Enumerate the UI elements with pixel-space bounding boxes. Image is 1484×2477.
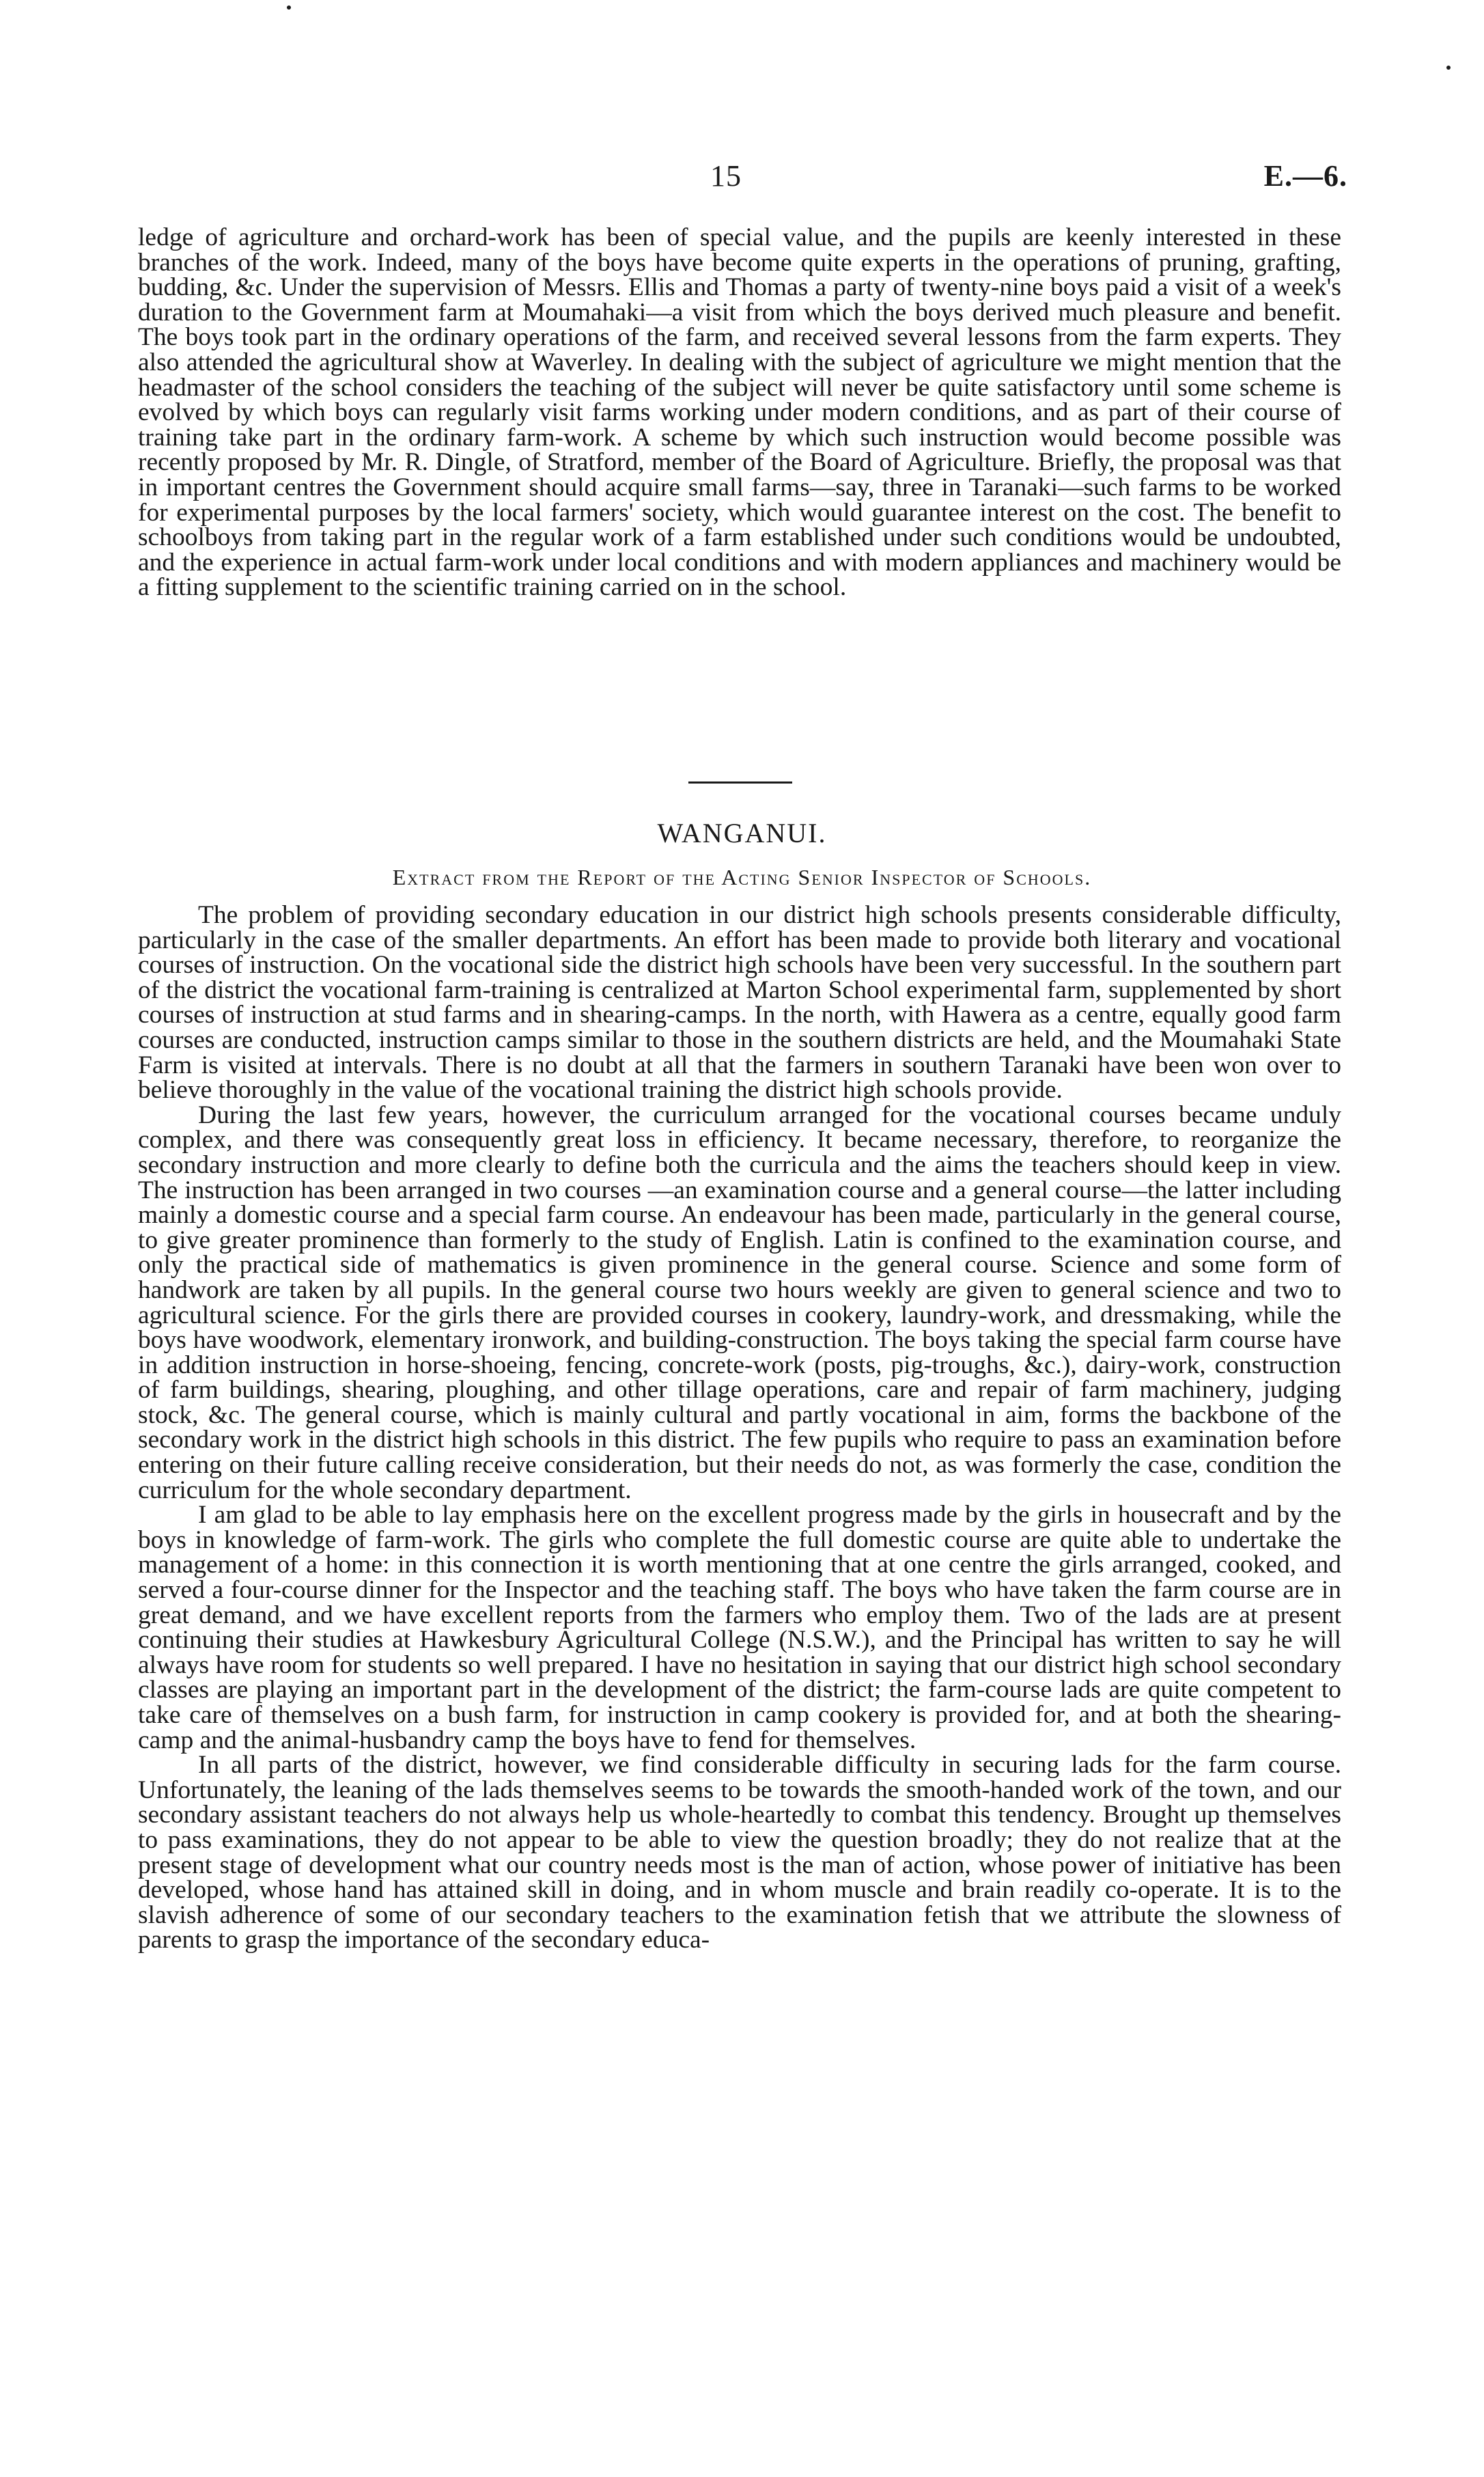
scan-speck-top <box>287 5 291 10</box>
body-paragraph: During the last few years, however, the curriculum arranged for the vocational courses became unduly complex, and there was consequently great loss in efficiency. It became necessary, therefore, to reorganize the secondary instruction and more clearly to define both the curricula and the aims the teachers should keep in view. The instruction has been arranged in two courses —an examination course and a general course—the latter including mainly a domestic course and a special farm course. An endeavour has been made, particularly in the general course, to give greater prominence than formerly to the study of English. Latin is confined to the examination course, and only the practical side of mathematics is given prominence in the general course. Science and some form of handwork are taken by all pupils. In the general course two hours weekly are given to general science and two to agricultural science. For the girls there are provided courses in cookery, laundry-work, and dressmaking, while the boys have woodwork, elementary ironwork, and building-construction. The boys taking the special farm course have in addition instruction in horse-shoeing, fencing, concrete-work (posts, pig-troughs, &c.), dairy-work, construction of farm buildings, shearing, ploughing, and other tillage operations, care and repair of farm machinery, judging stock, &c. The general course, which is mainly cultural and partly vocational in aim, forms the backbone of the secondary work in the district high schools in this district. The few pupils who require to pass an examination before entering on their future calling receive consideration, but their needs do not, as was formerly the case, condition the curriculum for the whole secondary department. <box>138 1101 1341 1504</box>
body-paragraph: In all parts of the district, however, we find considerable difficulty in securing lads for the farm course. Unfortunately, the leaning of the lads themselves seems to be towards the smooth-handed work of the town, and our secondary assistant teachers do not always help us whole-heartedly to combat this tendency. Brought up themselves to pass examinations, they do not appear to be able to view the question broadly; they do not realize that at the present stage of development what our country needs most is the man of action, whose power of initiative has been developed, whose hand has attained skill in doing, and in whom muscle and brain readily co-operate. It is to the slavish adherence of some of our secondary teachers to the examination fetish that we attribute the slowness of parents to grasp the importance of the secondary educa- <box>138 1751 1341 1954</box>
scan-speck-right <box>1446 66 1451 70</box>
section-divider <box>688 781 792 784</box>
section-subtitle: Extract from the Report of the Acting Senior Inspector of Schools. <box>392 865 1092 889</box>
document-reference: E.—6. <box>1263 159 1347 193</box>
body-paragraph: I am glad to be able to lay emphasis here on the excellent progress made by the girls in housecraft and by the boys in knowledge of farm-work. The girls who complete the full domestic course are quite able to undertake the management of a home: in this connection it is worth mentioning that at one centre the girls arranged, cooked, and served a four-course dinner for the Inspector and the teaching staff. The boys who have taken the farm course are in great demand, and we have excellent reports from the farmers who employ them. Two of the lads are at present continuing their studies at Hawkesbury Agricultural College (N.S.W.), and the Principal has written to say he will always have room for students so well prepared. I have no hesitation in saying that our district high school secondary classes are playing an important part in the development of the district; the farm-course lads are quite competent to take care of themselves on a bush farm, for instruction in camp cookery is provided for, and at both the shearing-camp and the animal-husbandry camp the boys have to fend for themselves. <box>138 1501 1341 1754</box>
page-number: 15 <box>710 159 742 193</box>
section-title: WANGANUI. <box>657 818 827 848</box>
continued-paragraph-block <box>138 225 1341 600</box>
body-paragraph: The problem of providing secondary education in our district high schools presents considerable difficulty, particularly in the case of the smaller departments. An effort has been made to provide both literary and vocational courses of instruction. On the vocational side the district high schools have been very successful. In the southern part of the district the vocational farm-training is centralized at Marton School experimental farm, supplemented by short courses of instruction at stud farms and in shearing-camps. In the north, with Hawera as a centre, equally good farm courses are conducted, instruction camps similar to those in the southern districts are held, and the Moumahaki State Farm is visited at intervals. There is no doubt at all that the farmers in southern Taranaki have been won over to believe thoroughly in the value of the vocational training the district high schools provide. <box>138 901 1341 1105</box>
section-body <box>138 903 1341 1953</box>
continued-paragraph: ledge of agriculture and orchard-work has been of special value, and the pupils are keenly interested in these branches of the work. Indeed, many of the boys have become quite experts in the operations of pruning, grafting, budding, &c. Under the supervision of Messrs. Ellis and Thomas a party of twenty-nine boys paid a visit of a week's duration to the Government farm at Moumahaki—a visit from which the boys derived much pleasure and benefit. The boys took part in the ordinary operations of the farm, and received several lessons from the farm experts. They also attended the agricultural show at Waverley. In dealing with the subject of agriculture we might mention that the headmaster of the school considers the teaching of the subject will never be quite satisfactory until some scheme is evolved by which boys can regularly visit farms working under modern conditions, and as part of their course of training take part in the ordinary farm-work. A scheme by which such instruction would become possible was recently proposed by Mr. R. Dingle, of Stratford, member of the Board of Agriculture. Briefly, the proposal was that in important centres the Government should acquire small farms—say, three in Taranaki—such farms to be worked for experimental purposes by the local farmers' society, which would guarantee interest on the cost. The benefit to schoolboys from taking part in the regular work of a farm established under such conditions would be undoubted, and the experience in actual farm-work under local conditions and with modern appliances and machinery would be a fitting supplement to the scientific training carried on in the school. <box>138 223 1341 602</box>
